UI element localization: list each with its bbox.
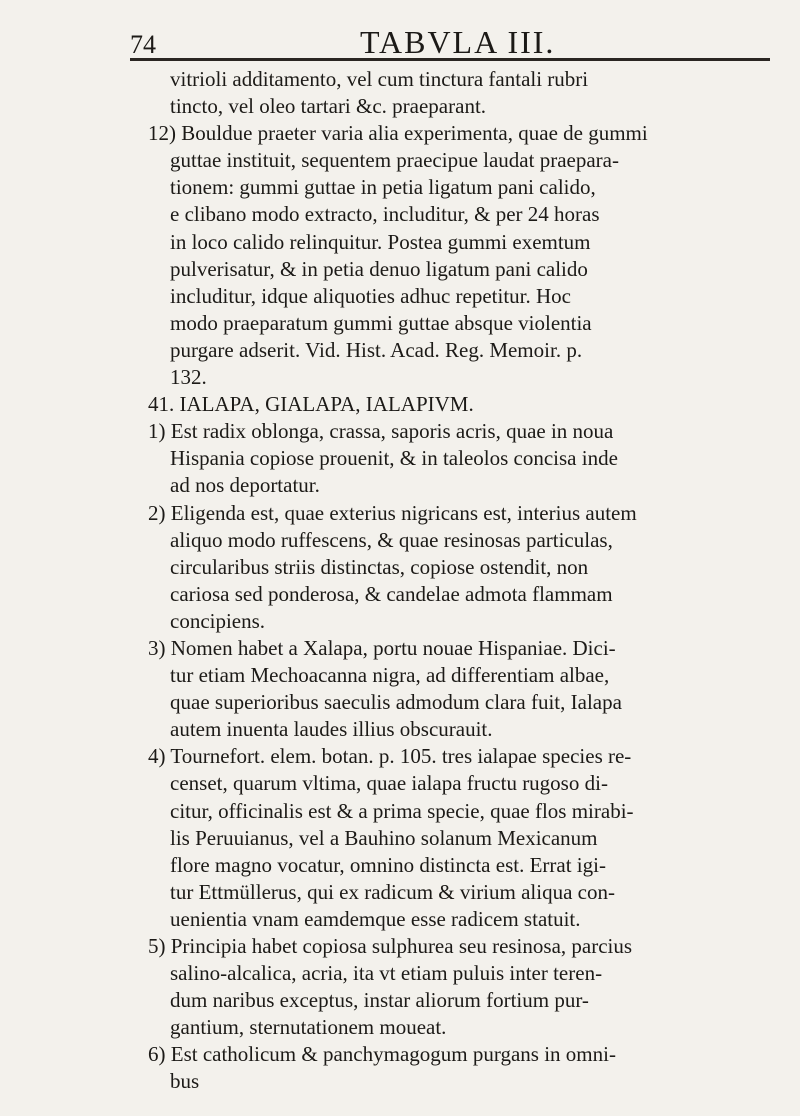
text-line: 12) Bouldue praeter varia alia experimenta, quae de gummi bbox=[148, 121, 648, 146]
text-line: tionem: gummi guttae in petia ligatum pani calido, bbox=[170, 175, 596, 200]
text-line: citur, officinalis est & a prima specie, quae flos mirabi- bbox=[170, 798, 634, 823]
text-line: lis Peruuianus, vel a Bauhino solanum Mexicanum bbox=[170, 825, 598, 850]
text-line: 41. IALAPA, GIALAPA, IALAPIVM. bbox=[148, 392, 474, 417]
header-rule bbox=[130, 58, 770, 61]
text-line: censet, quarum vltima, quae ialapa fructu rugoso di- bbox=[170, 771, 608, 796]
text-line: autem inuenta laudes illius obscurauit. bbox=[170, 717, 493, 742]
text-line: 1) Est radix oblonga, crassa, saporis acris, quae in noua bbox=[148, 419, 614, 444]
text-line: e clibano modo extracto, includitur, & per 24 horas bbox=[170, 202, 600, 227]
text-line: cariosa sed ponderosa, & candelae admota flammam bbox=[170, 581, 613, 606]
text-line: guttae instituit, sequentem praecipue laudat praepara- bbox=[170, 148, 619, 173]
running-head: TABVLA III. bbox=[360, 24, 556, 60]
text-body bbox=[148, 66, 768, 1096]
text-line: gantium, sternutationem moueat. bbox=[170, 1015, 447, 1040]
text-line: 6) Est catholicum & panchymagogum purgans in omni- bbox=[148, 1042, 616, 1067]
text-line: aliquo modo ruffescens, & quae resinosas particulas, bbox=[170, 527, 613, 552]
text-line: ad nos deportatur. bbox=[170, 473, 320, 498]
text-line: vitrioli additamento, vel cum tinctura fantali rubri bbox=[170, 67, 589, 91]
text-line: tincto, vel oleo tartari &c. praeparant. bbox=[170, 94, 487, 119]
text-line: tur Ettmüllerus, qui ex radicum & virium aliqua con- bbox=[170, 879, 615, 904]
text-line: circularibus striis distinctas, copiose ostendit, non bbox=[170, 554, 589, 579]
text-line: in loco calido relinquitur. Postea gummi exemtum bbox=[170, 229, 591, 254]
text-line: 3) Nomen habet a Xalapa, portu nouae Hispaniae. Dici- bbox=[148, 635, 616, 660]
text-line: concipiens. bbox=[170, 608, 266, 633]
text-line: 5) Principia habet copiosa sulphurea seu resinosa, parcius bbox=[148, 934, 633, 958]
text-line: tur etiam Mechoacanna nigra, ad differentiam albae, bbox=[170, 663, 610, 688]
text-line: 132. bbox=[170, 365, 207, 390]
text-line: 2) Eligenda est, quae exterius nigricans est, interius autem bbox=[148, 500, 637, 525]
text-line: includitur, idque aliquoties adhuc repetitur. Hoc bbox=[170, 283, 571, 308]
text-line: 4) Tournefort. elem. botan. p. 105. tres ialapae species re- bbox=[148, 744, 632, 769]
text-line: Hispania copiose prouenit, & in taleolos concisa inde bbox=[170, 446, 618, 471]
text-line: salino-alcalica, acria, ita vt etiam puluis inter teren- bbox=[170, 961, 603, 986]
text-line: pulverisatur, & in petia denuo ligatum pani calido bbox=[170, 256, 588, 281]
text-line: modo praeparatum gummi guttae absque violentia bbox=[170, 310, 592, 335]
page-number: 74 bbox=[130, 30, 156, 59]
page-header bbox=[0, 16, 800, 60]
text-line: uenientia vnam eamdemque esse radicem statuit. bbox=[170, 906, 581, 931]
text-line: dum naribus exceptus, instar aliorum fortium pur- bbox=[170, 988, 589, 1013]
text-line: purgare adserit. Vid. Hist. Acad. Reg. Memoir. p. bbox=[170, 337, 583, 362]
text-line: quae superioribus saeculis admodum clara fuit, Ialapa bbox=[170, 690, 622, 715]
text-line: bus bbox=[170, 1069, 200, 1094]
text-line: flore magno vocatur, omnino distincta est. Errat igi- bbox=[170, 852, 606, 877]
